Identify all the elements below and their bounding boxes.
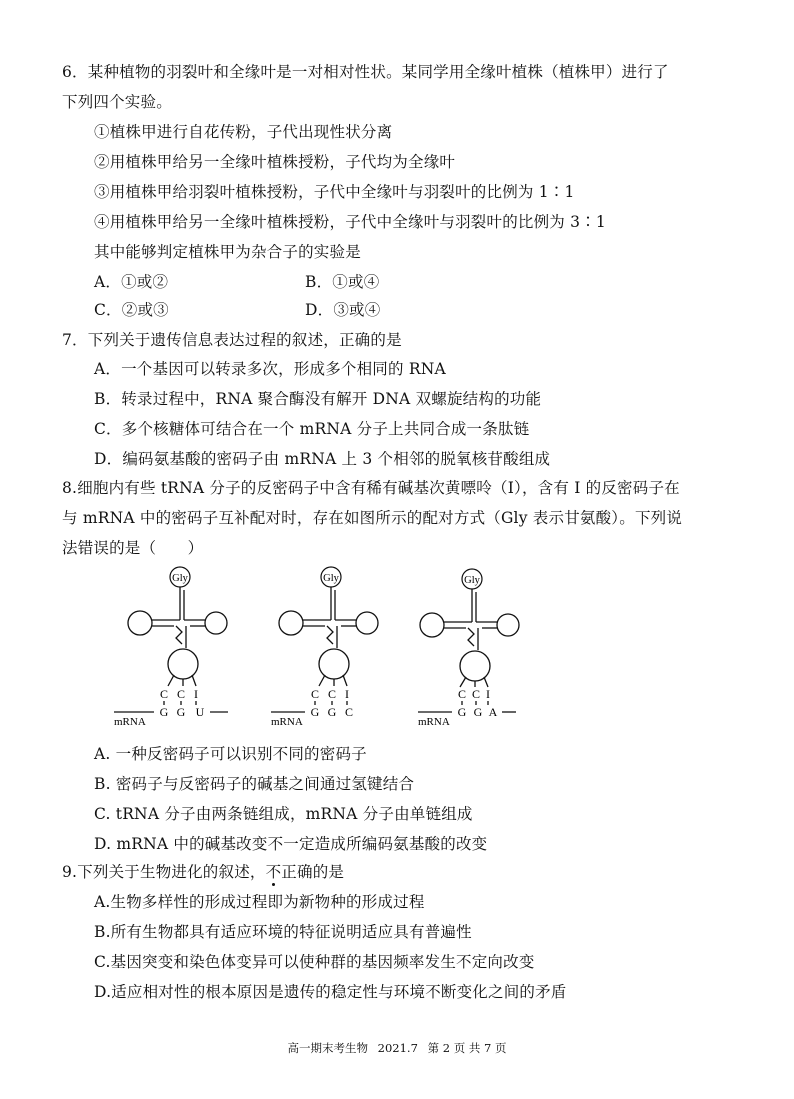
q6-option-c: C．②或③ <box>94 301 169 319</box>
q9-stem-pre: 9.下列关于生物进化的叙述， <box>62 863 266 881</box>
q6-experiment-1: ①植株甲进行自花传粉，子代出现性状分离 <box>94 123 393 141</box>
anticodon-base: C <box>327 687 337 701</box>
codon-base: A <box>488 705 498 719</box>
q8-option-a: A. 一种反密码子可以识别不同的密码子 <box>94 745 367 763</box>
page-footer <box>0 1040 794 1056</box>
q8-option-c: C. tRNA 分子由两条链组成，mRNA 分子由单链组成 <box>94 805 473 823</box>
amino-acid-label: Gly <box>323 573 339 584</box>
amino-acid-label: Gly <box>464 575 480 586</box>
q8-option-d: D. mRNA 中的碱基改变不一定造成所编码氨基酸的改变 <box>94 835 488 853</box>
q7-option-b: B．转录过程中，RNA 聚合酶没有解开 DNA 双螺旋结构的功能 <box>94 390 542 408</box>
codon-base: C <box>344 705 354 719</box>
mrna-label: mRNA <box>271 716 303 728</box>
anticodon-base: C <box>471 687 481 701</box>
trna-diagram-2 <box>257 562 397 732</box>
q6-option-d: D．③或④ <box>305 301 381 319</box>
q8-stem-line1: 8.细胞内有些 tRNA 分子的反密码子中含有稀有碱基次黄嘌呤（I），含有 I 的反密码子在 <box>62 479 680 497</box>
codon-base: G <box>473 705 483 719</box>
codon-base: G <box>327 705 337 719</box>
anticodon-base: I <box>345 687 349 701</box>
q6-option-b: B．①或④ <box>305 273 380 291</box>
q7-option-a: A．一个基因可以转录多次，形成多个相同的 RNA <box>94 360 446 378</box>
q9-stem <box>62 862 344 882</box>
q6-question: 其中能够判定植株甲为杂合子的实验是 <box>94 243 361 261</box>
anticodon-base: C <box>310 687 320 701</box>
q7-stem: 7．下列关于遗传信息表达过程的叙述，正确的是 <box>62 331 402 349</box>
q8-stem-line2: 与 mRNA 中的密码子互补配对时，存在如图所示的配对方式（Gly 表示甘氨酸）。下列说 <box>62 509 683 527</box>
q6-experiment-3: ③用植株甲给羽裂叶植株授粉，子代中全缘叶与羽裂叶的比例为 1∶1 <box>94 183 575 201</box>
q7-option-c: C．多个核糖体可结合在一个 mRNA 分子上共同合成一条肽链 <box>94 420 530 438</box>
q6-experiment-2: ②用植株甲给另一全缘叶植株授粉，子代均为全缘叶 <box>94 153 456 171</box>
amino-acid-label: Gly <box>172 573 188 584</box>
codon-base: G <box>457 705 467 719</box>
anticodon-base: I <box>194 687 198 701</box>
footer-date: 2021.7 <box>377 1041 418 1055</box>
q6-experiment-4: ④用植株甲给另一全缘叶植株授粉，子代中全缘叶与羽裂叶的比例为 3∶1 <box>94 213 606 231</box>
q6-stem-line1: 6．某种植物的羽裂叶和全缘叶是一对相对性状。某同学用全缘叶植株（植株甲）进行了 <box>62 63 669 81</box>
trna-diagram-3 <box>398 562 538 732</box>
anticodon-base: C <box>457 687 467 701</box>
codon-base: G <box>176 705 186 719</box>
mrna-label: mRNA <box>418 716 450 728</box>
q8-option-b: B. 密码子与反密码子的碱基之间通过氢键结合 <box>94 775 415 793</box>
trna-diagram-1 <box>106 562 246 732</box>
q9-option-a: A.生物多样性的形成过程即为新物种的形成过程 <box>94 893 425 911</box>
mrna-label: mRNA <box>114 716 146 728</box>
anticodon-base: I <box>486 687 490 701</box>
codon-base: G <box>310 705 320 719</box>
q9-option-d: D.适应相对性的根本原因是遗传的稳定性与环境不断变化之间的矛盾 <box>94 983 567 1001</box>
q9-stem-emphasis: 不 <box>265 863 282 881</box>
footer-course: 高一期末考生物 <box>287 1041 368 1055</box>
q7-option-d: D．编码氨基酸的密码子由 mRNA 上 3 个相邻的脱氧核苷酸组成 <box>94 450 551 468</box>
codon-base: G <box>159 705 169 719</box>
footer-page-number: 第 2 页 共 7 页 <box>427 1041 507 1055</box>
q6-stem-line2: 下列四个实验。 <box>62 93 172 111</box>
anticodon-base: C <box>176 687 186 701</box>
anticodon-base: C <box>159 687 169 701</box>
q6-option-a: A．①或② <box>94 273 169 291</box>
q8-stem-line3: 法错误的是（ ） <box>62 539 204 557</box>
q9-option-c: C.基因突变和染色体变异可以使种群的基因频率发生不定向改变 <box>94 953 535 971</box>
q9-option-b: B.所有生物都具有适应环境的特征说明适应具有普遍性 <box>94 923 472 941</box>
codon-base: U <box>195 705 205 719</box>
q9-stem-post: 正确的是 <box>281 863 345 881</box>
